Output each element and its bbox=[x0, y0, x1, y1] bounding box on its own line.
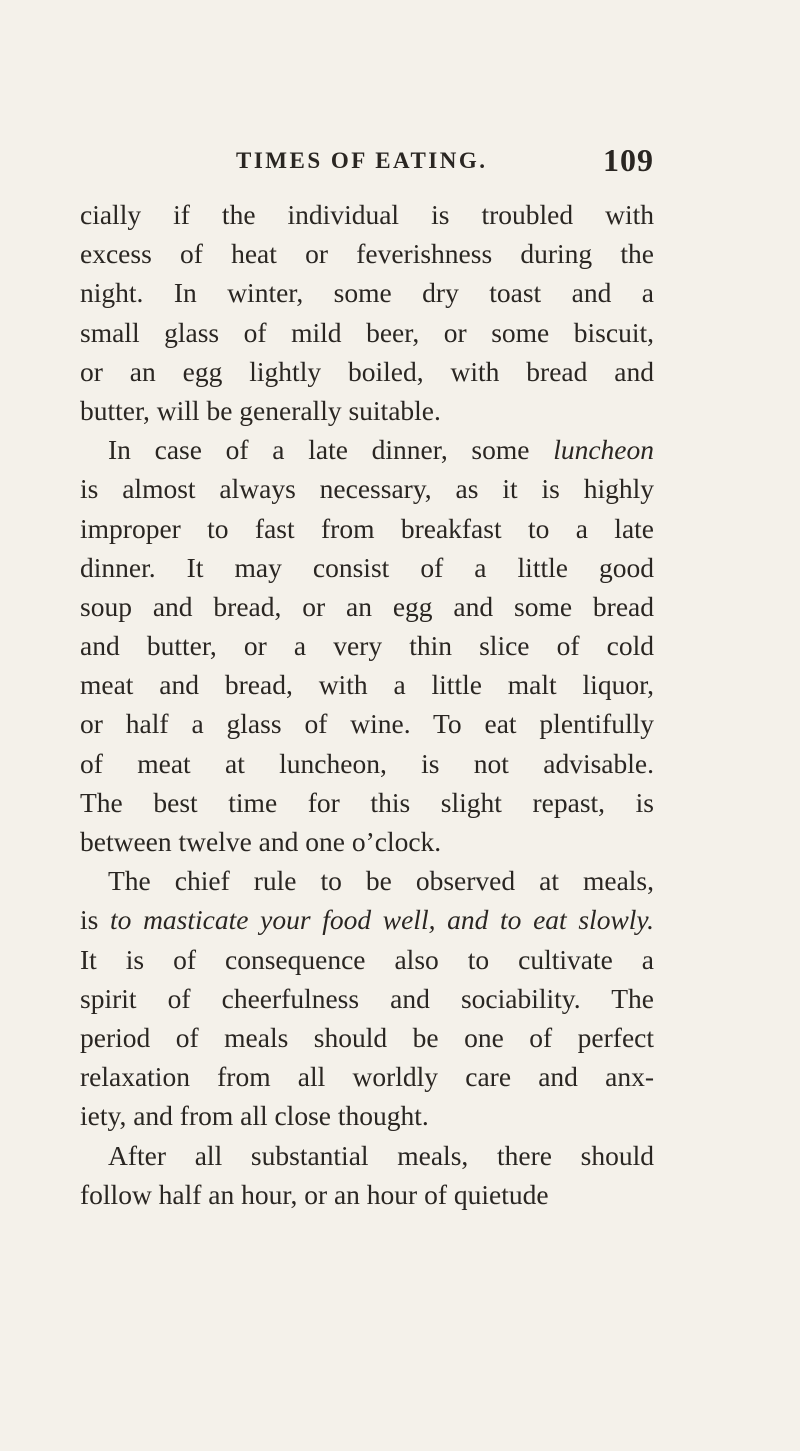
text-run: butter, will be generally suitable. bbox=[80, 394, 441, 426]
text-run: In case of a late dinner, some bbox=[108, 434, 554, 466]
running-title: TIMES OF EATING. bbox=[236, 148, 488, 173]
text-line bbox=[80, 704, 654, 743]
text-run: The best time for this slight repast, is bbox=[80, 786, 654, 818]
text-run: or half a glass of wine. To eat plentifully bbox=[80, 708, 654, 740]
text-run: small glass of mild beer, or some biscuit, bbox=[80, 316, 654, 348]
text-line bbox=[80, 430, 654, 469]
text-line bbox=[80, 1057, 654, 1096]
text-run: After all substantial meals, there should bbox=[108, 1139, 654, 1171]
text-line bbox=[80, 234, 654, 273]
text-line bbox=[80, 469, 654, 508]
page-number: 109 bbox=[603, 142, 654, 178]
text-line bbox=[80, 587, 654, 626]
text-run: improper to fast from breakfast to a late bbox=[80, 512, 654, 544]
text-run: It is of consequence also to cultivate a bbox=[80, 943, 654, 975]
text-run: or an egg lightly boiled, with bread and bbox=[80, 355, 654, 387]
text-line bbox=[80, 979, 654, 1018]
text-run: is almost always necessary, as it is highly bbox=[80, 473, 654, 505]
text-line bbox=[80, 548, 654, 587]
text-line bbox=[80, 195, 654, 234]
text-run: spirit of cheerfulness and sociability. The bbox=[80, 982, 654, 1014]
text-line bbox=[80, 783, 654, 822]
italic-phrase: to masticate your food well, and to eat slowly. bbox=[110, 904, 654, 936]
text-run: dinner. It may consist of a little good bbox=[80, 551, 654, 583]
text-line bbox=[80, 1096, 654, 1135]
text-line bbox=[80, 313, 654, 352]
text-run: and butter, or a very thin slice of cold bbox=[80, 630, 654, 662]
text-line bbox=[80, 352, 654, 391]
text-run: cially if the individual is troubled with bbox=[80, 199, 654, 230]
text-line bbox=[80, 861, 654, 900]
running-head bbox=[80, 142, 654, 182]
text-line bbox=[80, 665, 654, 704]
text-line bbox=[80, 1136, 654, 1175]
text-line bbox=[80, 1175, 654, 1214]
text-line bbox=[80, 940, 654, 979]
text-run: night. In winter, some dry toast and a bbox=[80, 277, 654, 309]
text-line bbox=[80, 273, 654, 312]
text-run: iety, and from all close thought. bbox=[80, 1100, 429, 1132]
text-run: of meat at luncheon, is not advisable. bbox=[80, 747, 654, 779]
text-run: follow half an hour, or an hour of quietude bbox=[80, 1178, 549, 1210]
body-text bbox=[80, 195, 654, 1214]
text-run: The chief rule to be observed at meals, bbox=[108, 865, 654, 897]
text-run: between twelve and one o’clock. bbox=[80, 826, 442, 857]
text-run: period of meals should be one of perfect bbox=[80, 1021, 654, 1053]
text-run: soup and bread, or an egg and some bread bbox=[80, 590, 654, 622]
text-run: is bbox=[80, 904, 111, 936]
text-line bbox=[80, 626, 654, 665]
text-run: meat and bread, with a little malt liquor, bbox=[80, 669, 654, 701]
text-line bbox=[80, 900, 654, 939]
text-run: relaxation from all worldly care and anx- bbox=[80, 1061, 654, 1093]
text-line bbox=[80, 1018, 654, 1057]
text-line bbox=[80, 391, 654, 430]
text-line bbox=[80, 509, 654, 548]
text-line bbox=[80, 744, 654, 783]
text-run: excess of heat or feverishness during the bbox=[80, 238, 654, 270]
italic-phrase: luncheon bbox=[553, 434, 654, 466]
text-line bbox=[80, 822, 654, 861]
